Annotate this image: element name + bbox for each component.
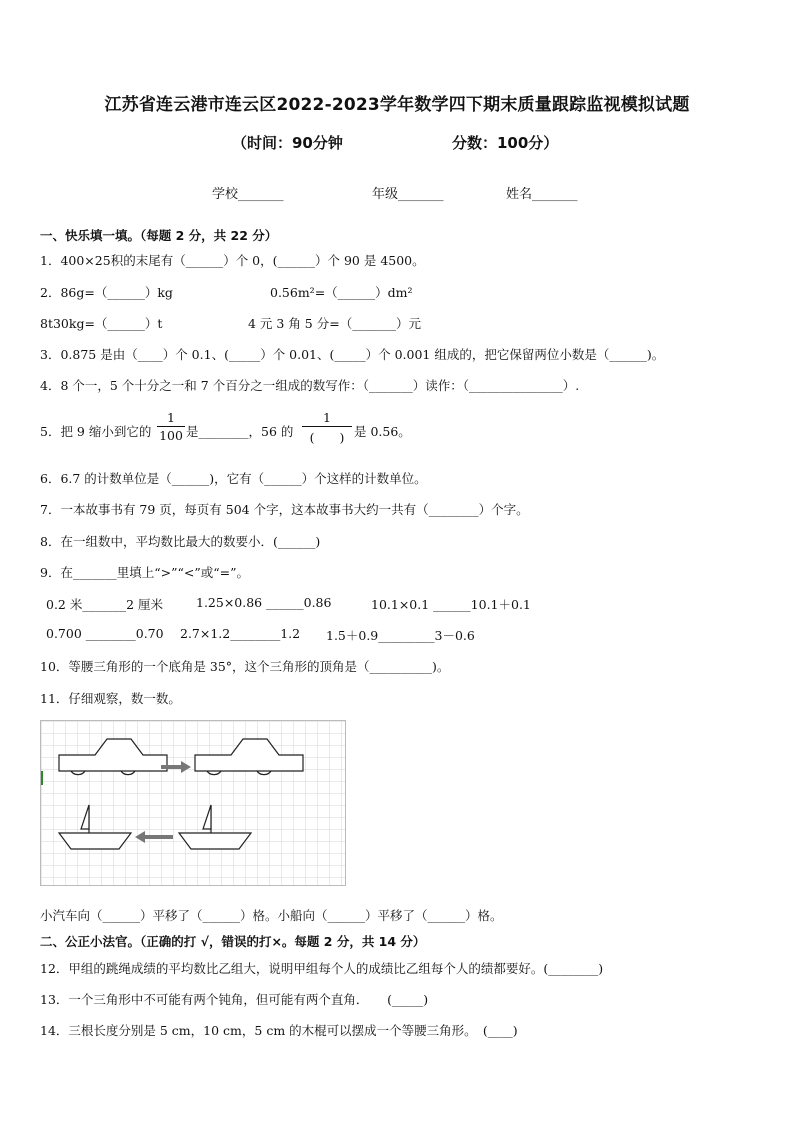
fraction-1-blank (302, 410, 352, 446)
question-8: 8．在一组数中，平均数比最大的数要小．(______) (40, 534, 321, 549)
fraction-1-100 (157, 410, 185, 443)
grid-drawing (41, 721, 345, 885)
page-title: 江苏省连云港市连云区2022-2023学年数学四下期末质量跟踪监视模拟试题 (104, 95, 690, 115)
question-13: 13．一个三角形中不可能有两个钝角，但可能有两个直角． (_____) (40, 992, 429, 1007)
question-14: 14．三根长度分别是 5 cm，10 cm，5 cm 的木棍可以摆成一个等腰三角形。 (____) (40, 1023, 518, 1038)
school-field: 学校_______ (212, 187, 284, 202)
grade-field: 年级_______ (372, 187, 444, 202)
question-5-part2: 是________，56 的 (186, 424, 294, 439)
q9-item: 10.1×0.1 ______10.1＋0.1 (371, 597, 531, 612)
question-5-part3: 是 0.56。 (354, 424, 411, 439)
question-10: 10．等腰三角形的一个底角是 35°，这个三角形的顶角是（__________)。 (40, 659, 450, 674)
question-7: 7．一本故事书有 79 页，每页有 504 个字，这本故事书大约一共有（________）个字。 (40, 502, 529, 517)
question-2b: 0.56m²=（______）dm² (270, 285, 413, 300)
question-3: 3．0.875 是由（____）个 0.1、(_____）个 0.01、(_____）个 0.001 组成的，把它保留两位小数是（______)。 (40, 347, 665, 362)
question-6: 6．6.7 的计数单位是（______)，它有（______）个这样的计数单位。 (40, 471, 427, 486)
question-2d: 4 元 3 角 5 分=（_______）元 (248, 316, 421, 331)
fraction-numerator: 1 (167, 410, 175, 425)
q9-item: 1.5＋0.9_________3－0.6 (326, 628, 475, 643)
question-12: 12．甲组的跳绳成绩的平均数比乙组大，说明甲组每个人的成绩比乙组每个人的绩都要好。(________) (40, 961, 604, 976)
question-1: 1．400×25积的末尾有（______）个 0，(______）个 90 是 4500。 (40, 253, 425, 268)
q9-item: 2.7×1.2________1.2 (180, 626, 301, 641)
score-label: 分数：100分） (452, 134, 559, 152)
question-2c: 8t30kg=（______）t (40, 316, 163, 331)
question-5-part1: 5．把 9 缩小到它的 (40, 424, 152, 439)
section-2-heading: 二、公正小法官。（正确的打 √，错误的打×。每题 2 分，共 14 分） (40, 934, 426, 949)
question-2a: 2．86g=（______）kg (40, 285, 173, 300)
q9-item: 1.25×0.86 ______0.86 (196, 595, 332, 610)
fraction-numerator: 1 (323, 410, 331, 425)
question-11-answer: 小汽车向（______）平移了（______）格。小船向（______）平移了（______）格。 (40, 908, 503, 923)
question-11: 11．仔细观察，数一数。 (40, 691, 181, 706)
question-4: 4．8 个一，5 个十分之一和 7 个百分之一组成的数写作：（_______）读作：（_______________）. (40, 378, 580, 393)
q9-item: 0.2 米_______2 厘米 (46, 597, 164, 612)
question-9: 9．在_______里填上“>”“<”或“=”。 (40, 565, 249, 580)
translation-grid-figure (40, 720, 346, 886)
time-label: （时间：90分钟 (232, 134, 343, 152)
q9-item: 0.700 ________0.70 (46, 626, 164, 641)
fraction-denominator: 100 (159, 428, 183, 443)
name-field: 姓名_______ (506, 187, 578, 202)
fraction-denominator: ( ) (309, 430, 345, 445)
section-1-heading: 一、快乐填一填。（每题 2 分，共 22 分） (40, 228, 278, 243)
